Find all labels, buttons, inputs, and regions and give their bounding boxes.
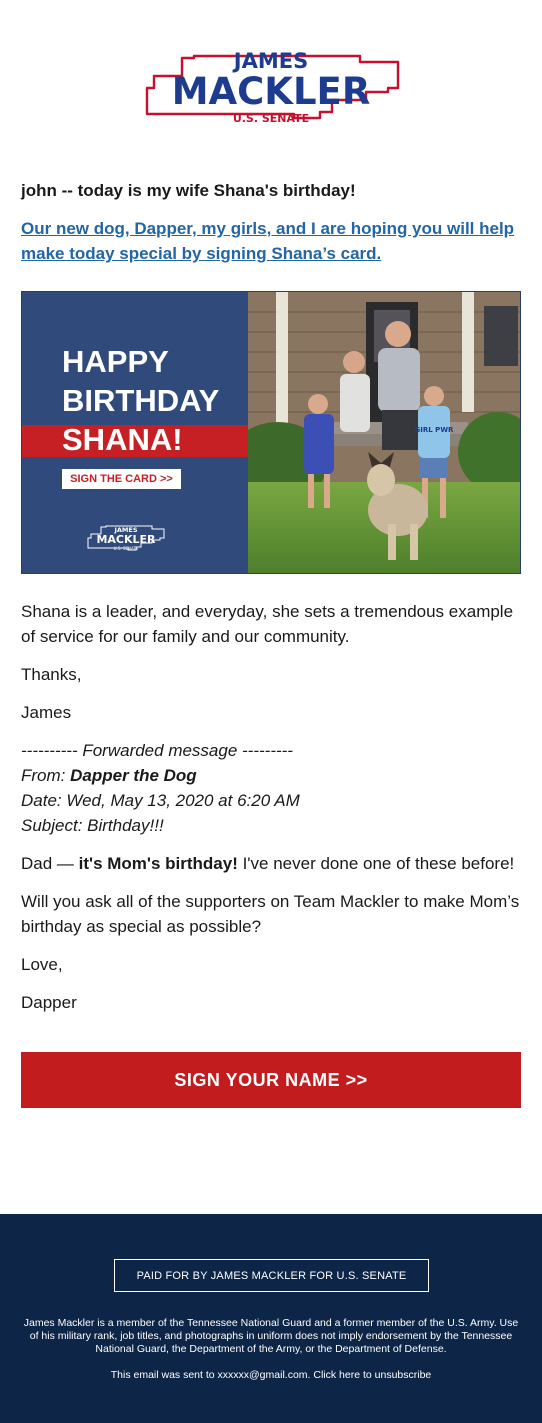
sign-your-name-button[interactable]: SIGN YOUR NAME >>: [21, 1052, 521, 1108]
forwarded-subject: Subject: Birthday!!!: [21, 816, 164, 835]
birthday-card-banner[interactable]: [21, 291, 521, 574]
signoff-name: James: [21, 703, 72, 722]
banner-headline: [62, 342, 219, 420]
love-text: Love,: [21, 955, 63, 974]
photo-shirt-text: GIRL PWR: [414, 426, 454, 434]
svg-text:MACKLER: MACKLER: [96, 533, 156, 546]
banner-line-happy: HAPPY: [62, 344, 169, 379]
body-paragraph-1: Shana is a leader, and everyday, she sets a tremendous example of service for our family and our community.: [21, 602, 514, 646]
svg-text:JAMES: JAMES: [114, 526, 138, 534]
banner-line-shana: SHANA!: [62, 422, 183, 457]
family-photo: [248, 292, 520, 573]
svg-text:U.S. SENATE: U.S. SENATE: [113, 546, 139, 551]
paid-for-box: PAID FOR BY JAMES MACKLER FOR U.S. SENATE: [114, 1259, 429, 1292]
forwarded-from: From: Dapper the Dog: [21, 766, 197, 785]
banner-mini-logo: [86, 522, 166, 552]
footer-disclaimer: James Mackler is a member of the Tennessee National Guard and a former member of the U.S. Army. Use of his military rank, job titles, and photographs in uniform does not imply endorsement by the Tennessee National Guard, the Department of the Army, or the Department of Defense.: [23, 1317, 519, 1355]
forwarded-header: ---------- Forwarded message ---------: [21, 741, 293, 760]
greeting: john -- today is my wife Shana's birthday!: [21, 181, 356, 200]
footer: [0, 1214, 542, 1423]
dad-paragraph: Dad — it's Mom's birthday! I've never done one of these before!: [21, 854, 515, 873]
banner-panel: [22, 292, 248, 573]
forwarded-date: Date: Wed, May 13, 2020 at 6:20 AM: [21, 791, 300, 810]
lead-paragraph: [21, 216, 521, 266]
campaign-logo: [142, 44, 400, 124]
logo-main-text: MACKLER: [171, 70, 371, 113]
from-sender: Dapper the Dog: [70, 766, 197, 785]
thanks-text: Thanks,: [21, 665, 82, 684]
dapper-signoff: Dapper: [21, 993, 77, 1012]
logo-top-text: JAMES: [233, 49, 309, 73]
unsubscribe-line[interactable]: This email was sent to xxxxxx@gmail.com. Click here to unsubscribe: [110, 1369, 432, 1381]
ask-paragraph: Will you ask all of the supporters on Team Mackler to make Mom’s birthday as special as possible?: [21, 892, 520, 936]
banner-line-birthday: BIRTHDAY: [62, 383, 220, 418]
sign-card-link[interactable]: Our new dog, Dapper, my girls, and I are hoping you will help make today special by signing Shana’s card.: [21, 219, 515, 263]
sign-the-card-button[interactable]: SIGN THE CARD >>: [62, 469, 181, 489]
logo-bottom-text: U.S. SENATE: [232, 112, 310, 124]
